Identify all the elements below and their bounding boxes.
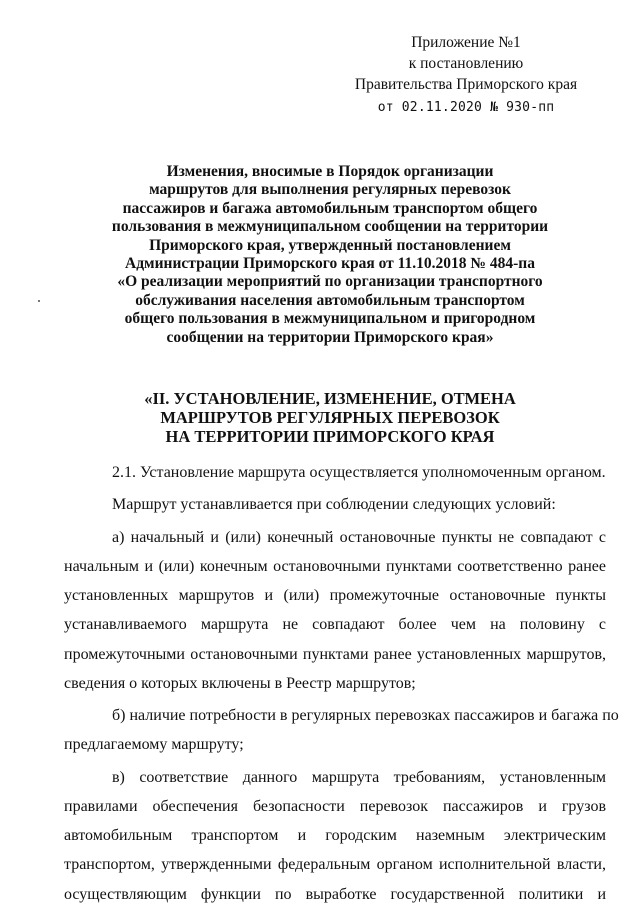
paragraph-2-1 bbox=[64, 458, 606, 487]
body-text bbox=[64, 458, 619, 912]
paragraph-condition-c bbox=[64, 763, 606, 909]
annex-date-number-stamp: от 02.11.2020 № 930-пп bbox=[377, 100, 555, 115]
title-line: маршрутов для выполнения регулярных перевозок bbox=[149, 181, 511, 199]
paragraph-line: в) соответствие данного маршрута требованиям, установленным bbox=[112, 768, 606, 786]
paragraph-line: а) начальный и (или) конечный остановочные пункты не совпадают с bbox=[112, 528, 606, 546]
title-line: обслуживания населения автомобильным транспортом bbox=[135, 291, 525, 309]
paragraph-line: промежуточными остановочными пунктами ранее установленных маршрутов, bbox=[64, 645, 606, 663]
paragraph-line: 2.1. Установление маршрута осуществляется уполномоченным органом. bbox=[112, 464, 606, 481]
paragraph-line: предлагаемому маршруту; bbox=[64, 736, 244, 754]
paragraph-line: правилами обеспечения безопасности перевозок пассажиров и грузов bbox=[64, 797, 606, 815]
paragraph-line: начальным и (или) конечным остановочными пунктами соответственно ранее bbox=[64, 557, 606, 575]
title-line: пассажиров и багажа автомобильным транспортом общего bbox=[122, 199, 538, 217]
annex-header bbox=[346, 32, 586, 118]
title-line: пользования в межмуниципальном сообщении на территории bbox=[111, 218, 549, 236]
annex-label: Приложение №1 bbox=[411, 34, 521, 51]
title-line: Приморского края, утвержденный постановлением bbox=[149, 236, 511, 254]
paragraph-line: транспортом, утвержденными федеральным органом исполнительной власти, bbox=[64, 856, 606, 874]
annex-to-resolution: к постановлению bbox=[408, 55, 524, 72]
section-heading bbox=[100, 389, 560, 446]
title-line: сообщении на территории Приморского края» bbox=[166, 328, 494, 346]
paragraph-conditions-intro bbox=[64, 490, 606, 519]
paragraph-line: Маршрут устанавливается при соблюдении следующих условий: bbox=[112, 496, 556, 514]
paragraph-condition-b bbox=[64, 701, 619, 759]
section-heading-line: «II. УСТАНОВЛЕНИЕ, ИЗМЕНЕНИЕ, ОТМЕНА bbox=[144, 389, 516, 408]
paragraph-line: б) наличие потребности в регулярных перевозках пассажиров и багажа по bbox=[112, 707, 619, 725]
title-line: «О реализации мероприятий по организации транспортного bbox=[117, 273, 543, 291]
annex-government: Правительства Приморского края bbox=[354, 76, 578, 93]
title-line: Изменения, вносимые в Порядок организации bbox=[166, 163, 494, 180]
paragraph-line: осуществляющим функции по выработке государственной политики и bbox=[64, 885, 606, 903]
section-heading-line: МАРШРУТОВ РЕГУЛЯРНЫХ ПЕРЕВОЗОК bbox=[160, 408, 500, 427]
paragraph-condition-a bbox=[64, 523, 606, 698]
paragraph-line: сведения о которых включены в Реестр маршрутов; bbox=[64, 674, 416, 692]
paragraph-line: автомобильным транспортом и городским наземным электрическим bbox=[64, 827, 606, 845]
document-title bbox=[100, 163, 560, 347]
scan-margin-speck bbox=[38, 300, 40, 302]
title-line: Администрации Приморского края от 11.10.2018 № 484-па bbox=[125, 255, 535, 273]
paragraph-line: установленных маршрутов и (или) промежуточные остановочные пункты bbox=[64, 587, 606, 605]
section-heading-line: НА ТЕРРИТОРИИ ПРИМОРСКОГО КРАЯ bbox=[165, 427, 495, 446]
title-line: общего пользования в межмуниципальном и пригородном bbox=[124, 310, 536, 328]
paragraph-line: устанавливаемого маршрута не совпадают более чем на половину с bbox=[64, 616, 606, 634]
